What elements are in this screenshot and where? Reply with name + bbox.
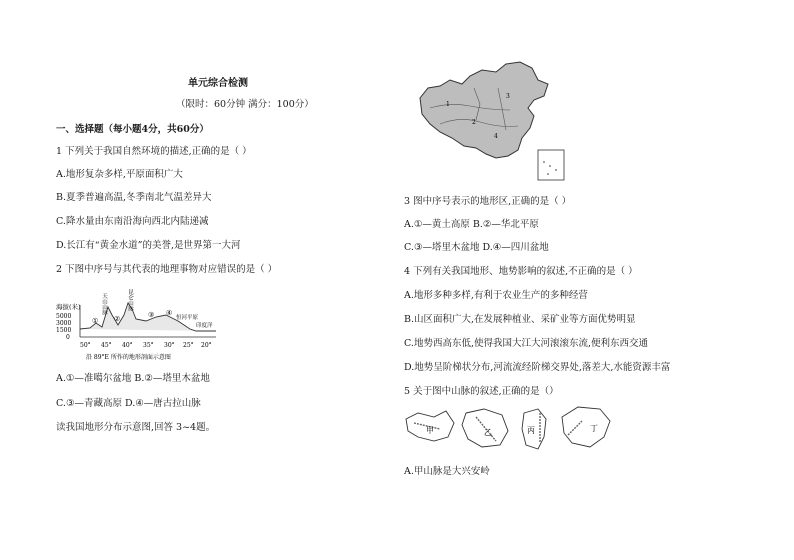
q4-option-c: C.地势西高东低,使得我国大江大河滚滚东流,便利东西交通 (404, 338, 648, 349)
q1-option-a: A.地形复杂多样,平原面积广大 (56, 169, 183, 180)
map-label-3: 3 (506, 93, 510, 100)
marker-2: ② (114, 315, 121, 323)
map-label-4: 4 (494, 133, 498, 140)
label-bing: 丙 (527, 426, 535, 435)
profile-caption: 沿 89°E 所作的地形剖面示意图 (86, 354, 171, 361)
xtick-35: 35° (143, 342, 154, 349)
marker-1: ① (92, 317, 99, 325)
profile-ylabel: 海拔(米) (56, 303, 81, 311)
terrain-profile-figure (56, 285, 226, 365)
q2-options-ab: A.①—准噶尔盆地 B.②—塔里木盆地 (56, 373, 210, 384)
q1-option-d: D.长江有“黄金水道”的美誉,是世界第一大河 (56, 240, 241, 251)
ytick-1500: 1500 (56, 327, 72, 334)
label-jia: 甲 (426, 426, 434, 435)
label-tianshan: 天山山脉 (101, 293, 107, 315)
label-ding: 丁 (590, 424, 598, 433)
ytick-5000: 5000 (56, 313, 72, 320)
xtick-40: 40° (122, 342, 133, 349)
question-5: 5 关于图中山脉的叙述,正确的是（） (404, 386, 559, 397)
question-3: 3 图中序号表示的地形区,正确的是（ ） (404, 196, 572, 207)
china-terrain-map (410, 58, 582, 186)
xtick-45: 45° (101, 342, 112, 349)
q1-option-c: C.降水量由东南沿海向西北内陆递减 (56, 216, 209, 227)
q4-option-d: D.地势呈阶梯状分布,河流流经阶梯交界处,落差大,水能资源丰富 (404, 362, 671, 373)
marker-4: ④ (166, 309, 173, 317)
q3-options-cd: C.③—塔里木盆地 D.④—四川盆地 (404, 242, 549, 253)
question-1: 1 下列关于我国自然环境的描述,正确的是（ ） (56, 146, 252, 157)
xtick-20: 20° (201, 342, 212, 349)
reading-prompt: 读我国地形分布示意图,回答 3~4题。 (56, 422, 216, 433)
page-title: 单元综合检测 (188, 78, 248, 89)
xtick-25: 25° (183, 342, 194, 349)
q4-option-b: B.山区面积广大,在发展种植业、采矿业等方面优势明显 (404, 314, 636, 325)
province-ding (562, 407, 610, 447)
label-yi: 乙 (484, 428, 492, 437)
question-2: 2 下图中序号与其代表的地理事物对应错误的是（ ） (56, 264, 278, 275)
q3-options-ab: A.①—黄土高原 B.②—华北平原 (404, 219, 539, 230)
label-henghe: 恒河平原 (176, 315, 199, 321)
marker-3: ③ (148, 311, 155, 319)
ytick-0: 0 (66, 334, 70, 341)
south-china-sea-inset (538, 150, 564, 180)
xtick-30: 30° (164, 342, 175, 349)
xtick-50: 50° (80, 342, 91, 349)
china-outline (420, 62, 548, 158)
map-label-2: 2 (472, 119, 476, 126)
ytick-3000: 3000 (56, 320, 72, 327)
question-4: 4 下列有关我国地形、地势影响的叙述,不正确的是（ ） (404, 266, 638, 277)
q1-option-b: B.夏季普遍高温,冬季南北气温差异大 (56, 192, 212, 203)
exam-limits: （限时：60分钟 满分：100分） (176, 99, 314, 110)
map-label-1: 1 (446, 101, 450, 108)
mountain-ranges-figure (404, 403, 616, 455)
label-kunlun: 昆仑山脉 (127, 289, 133, 311)
q4-option-a: A.地形多种多样,有利于农业生产的多种经营 (404, 290, 588, 301)
label-indian-ocean: 印度洋 (196, 323, 213, 329)
q2-options-cd: C.③—青藏高原 D.④—唐古拉山脉 (56, 398, 201, 409)
q5-option-a: A.甲山脉是大兴安岭 (404, 466, 490, 477)
section-heading: 一、选择题（每小题4分，共60分） (56, 124, 209, 135)
